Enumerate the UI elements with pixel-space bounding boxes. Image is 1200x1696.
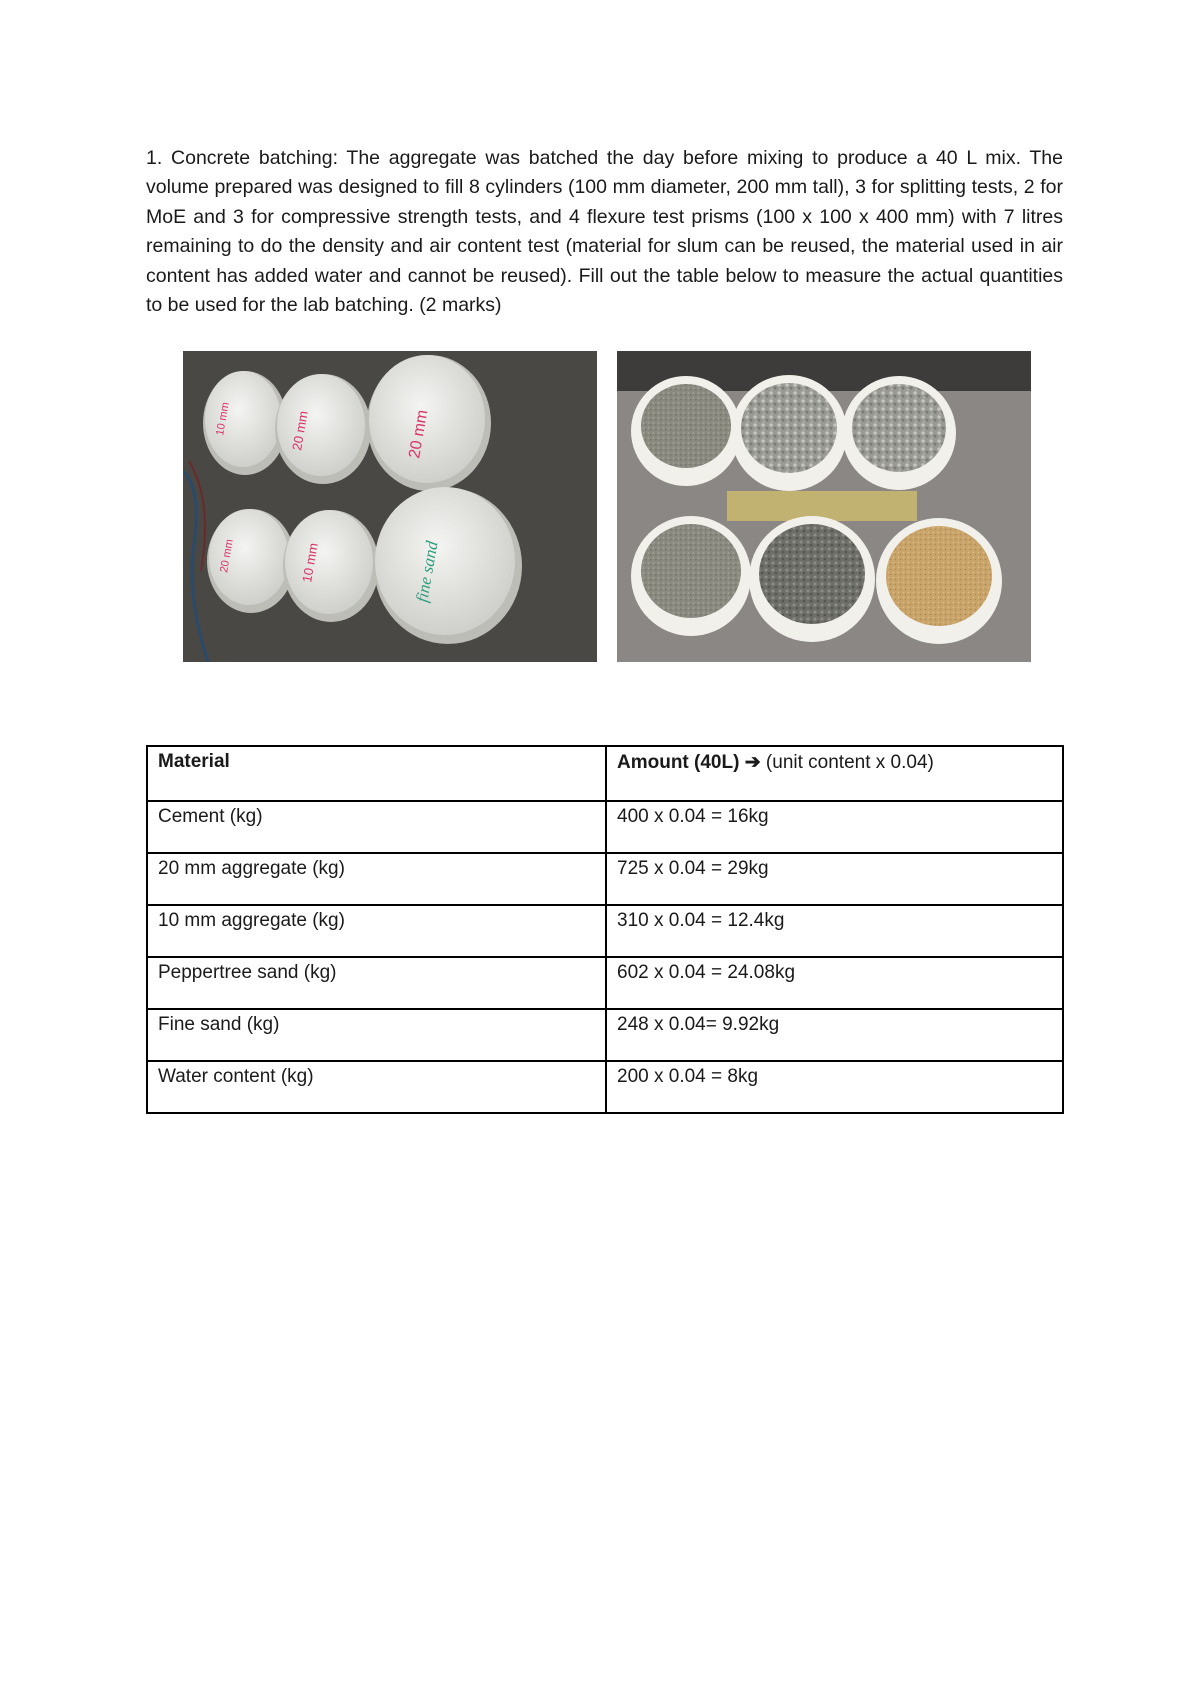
batching-table	[146, 745, 1064, 1114]
table-row	[147, 1061, 1063, 1113]
amount-cell: 248 x 0.04= 9.92kg	[606, 1009, 1063, 1061]
lid-label-3: 20 mm	[406, 408, 432, 460]
material-cell: Peppertree sand (kg)	[147, 957, 606, 1009]
material-cell: Fine sand (kg)	[147, 1009, 606, 1061]
lid-label-6: fine sand	[412, 539, 442, 604]
lid-label-5: 10 mm	[299, 541, 321, 584]
lid-label-2: 20 mm	[289, 409, 311, 452]
material-cell: 10 mm aggregate (kg)	[147, 905, 606, 957]
sealed-buckets-photo	[183, 351, 597, 662]
table-row	[147, 905, 1063, 957]
material-cell: Cement (kg)	[147, 801, 606, 853]
open-buckets-photo	[617, 351, 1031, 662]
lid-label-1: 10 mm	[214, 401, 232, 437]
amount-cell: 200 x 0.04 = 8kg	[606, 1061, 1063, 1113]
amount-cell: 602 x 0.04 = 24.08kg	[606, 957, 1063, 1009]
table-row	[147, 801, 1063, 853]
question-text: 1. Concrete batching: The aggregate was batched the day before mixing to produce a 40 L mix. The volume prepared was designed to fill 8 cylinders (100 mm diameter, 200 mm tall), 3 for splitting tests, 2 for MoE and 3 for compressive strength tests, and 4 flexure test prisms (100 x 100 x 400 mm) with 7 litres remaining to do the density and air content test (material for slum can be reused, the material used in air content has added water and cannot be reused). Fill out the table below to measure the actual quantities to be used for the lab batching. (2 marks)	[146, 147, 1063, 317]
table-row	[147, 957, 1063, 1009]
lid-label-4: 20 mm	[218, 538, 236, 574]
material-header: Material	[147, 746, 606, 801]
arrow-icon: ➔	[744, 752, 761, 773]
amount-cell: 310 x 0.04 = 12.4kg	[606, 905, 1063, 957]
amount-header: Amount (40L) ➔ (unit content x 0.04)	[606, 746, 1063, 801]
table-row	[147, 1009, 1063, 1061]
amount-cell: 725 x 0.04 = 29kg	[606, 853, 1063, 905]
material-cell: Water content (kg)	[147, 1061, 606, 1113]
table-header-row	[147, 746, 1063, 801]
amount-cell: 400 x 0.04 = 16kg	[606, 801, 1063, 853]
table-row	[147, 853, 1063, 905]
material-cell: 20 mm aggregate (kg)	[147, 853, 606, 905]
